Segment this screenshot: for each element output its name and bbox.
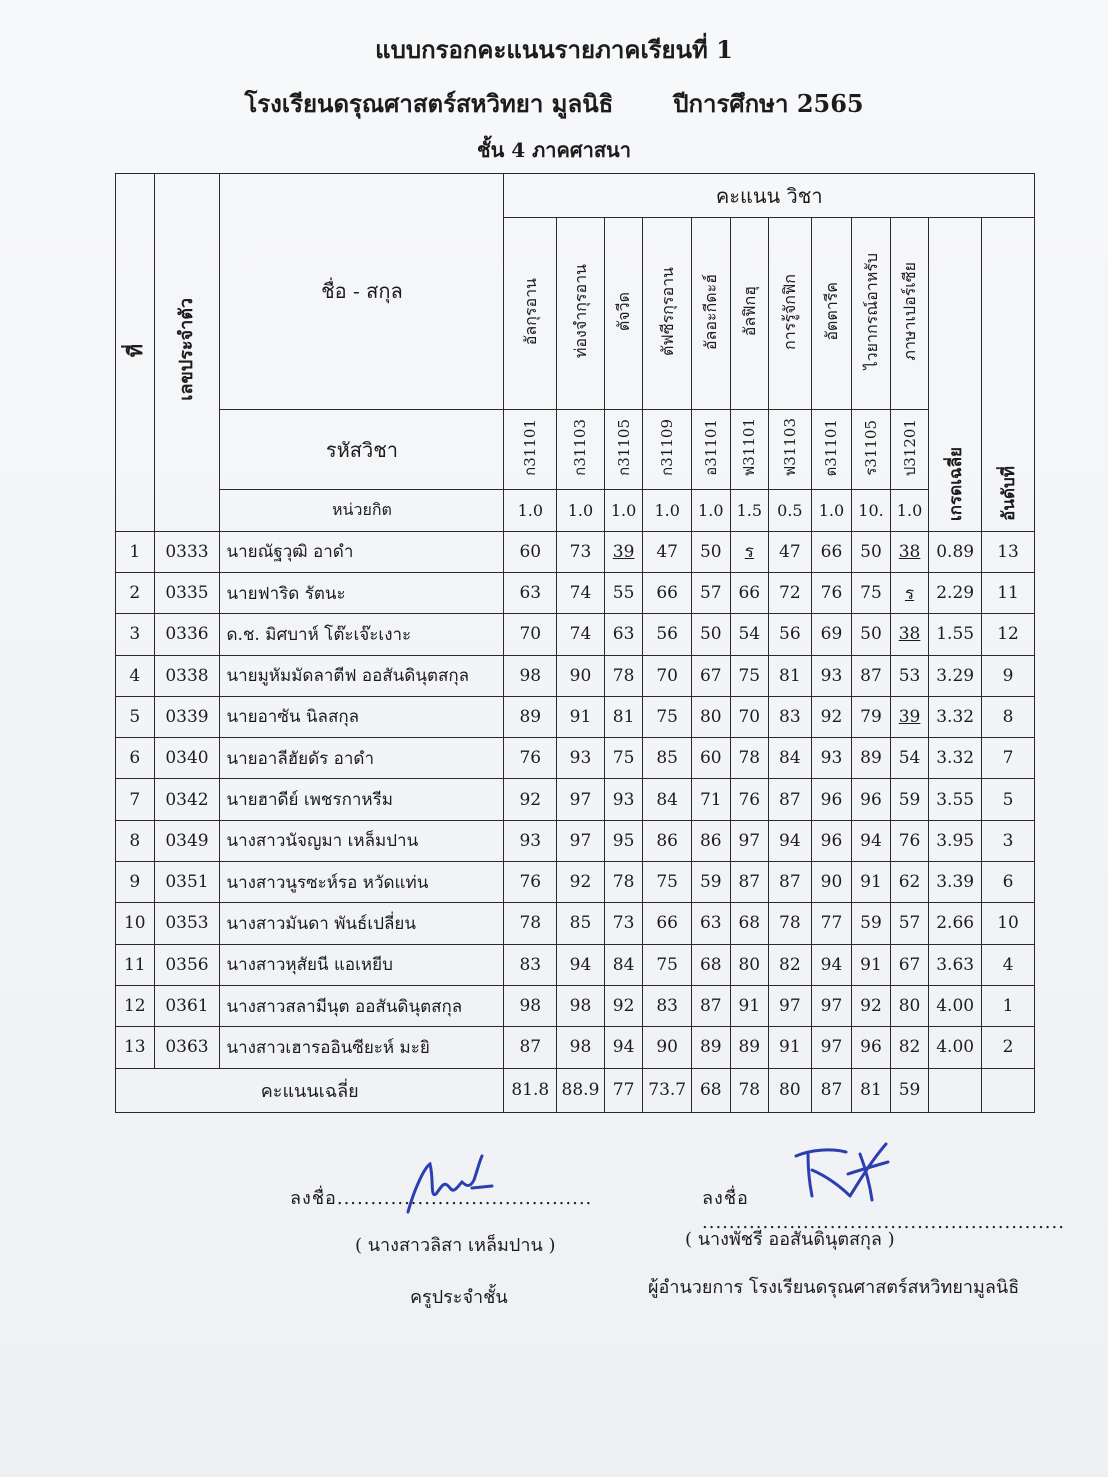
score-cell: 92 <box>557 862 605 903</box>
average-value: 80 <box>769 1068 812 1113</box>
right-signer-role: ผู้อำนวยการ โรงเรียนดรุณศาสตร์สหวิทยามูลนิธิ <box>648 1277 1020 1298</box>
student-name: นางสาวสลามีนุต ออสันดินุตสกุล <box>220 985 504 1026</box>
score-cell: 76 <box>504 862 557 903</box>
score-cell: 87 <box>769 779 812 820</box>
student-name: นายมูหัมมัดลาตีฟ ออสันดินุตสกุล <box>220 655 504 696</box>
score-cell: 87 <box>504 1027 557 1068</box>
score-cell: 84 <box>769 738 812 779</box>
table-row <box>116 614 1035 655</box>
average-value: 68 <box>692 1068 731 1113</box>
average-value: 78 <box>730 1068 769 1113</box>
score-cell: 96 <box>811 820 852 861</box>
gpa-header: เกรดเฉลี่ย <box>929 218 982 531</box>
score-cell: 66 <box>730 572 769 613</box>
gpa-value: 3.55 <box>929 779 982 820</box>
score-cell: 93 <box>811 738 852 779</box>
score-cell: 97 <box>769 985 812 1026</box>
academic-year: ปีการศึกษา 2565 <box>673 89 864 118</box>
subject-code: ก31101 <box>504 409 557 490</box>
score-cell: 73 <box>557 531 605 572</box>
credit-unit: 1.0 <box>643 490 692 531</box>
rank-value: 12 <box>982 614 1035 655</box>
score-cell: 60 <box>692 738 731 779</box>
score-cell: 75 <box>604 738 643 779</box>
score-cell: 91 <box>852 862 891 903</box>
credit-unit: 0.5 <box>769 490 812 531</box>
gpa-value: 2.29 <box>929 572 982 613</box>
table-row <box>116 531 1035 572</box>
student-id: 0356 <box>154 944 220 985</box>
score-cell: 56 <box>769 614 812 655</box>
average-row <box>116 1068 1035 1113</box>
gpa-value: 4.00 <box>929 985 982 1026</box>
score-cell: 96 <box>852 1027 891 1068</box>
score-cell: 59 <box>890 779 929 820</box>
subject-header: ภาษาเปอร์เซีย <box>890 218 929 409</box>
student-name: นายฮาดีย์ เพชรกาหรีม <box>220 779 504 820</box>
row-number: 13 <box>116 1027 155 1068</box>
subject-header: ไวยากรณ์อาหรับ <box>852 218 891 409</box>
average-value: 59 <box>890 1068 929 1113</box>
average-value: 73.7 <box>643 1068 692 1113</box>
left-sign-line: ลงชื่อ...................................... <box>290 1188 593 1209</box>
score-cell: 91 <box>730 985 769 1026</box>
score-cell: 47 <box>769 531 812 572</box>
score-cell: 79 <box>852 696 891 737</box>
row-number: 5 <box>116 696 155 737</box>
subject-code: ป31201 <box>890 409 929 490</box>
score-cell: ร <box>730 531 769 572</box>
table-row <box>116 944 1035 985</box>
right-signer-name: ( นางพัชรี ออสันดินุตสกุล ) <box>685 1229 895 1250</box>
subject-code: อ31101 <box>692 409 731 490</box>
gpa-value: 3.29 <box>929 655 982 696</box>
score-cell: 96 <box>811 779 852 820</box>
score-cell: 97 <box>557 820 605 861</box>
row-number: 3 <box>116 614 155 655</box>
right-signature-mark <box>790 1140 900 1210</box>
col-no-header: ที่ <box>116 174 155 532</box>
row-number: 7 <box>116 779 155 820</box>
student-id: 0342 <box>154 779 220 820</box>
score-cell: 89 <box>852 738 891 779</box>
left-signer-name: ( นางสาวลิสา เหล็มปาน ) <box>355 1235 556 1256</box>
empty-cell <box>929 1068 982 1113</box>
score-cell: 98 <box>557 985 605 1026</box>
rank-header: อันดับที่ <box>982 218 1035 531</box>
score-cell: 91 <box>557 696 605 737</box>
gpa-value: 3.63 <box>929 944 982 985</box>
student-id: 0340 <box>154 738 220 779</box>
score-cell: 90 <box>811 862 852 903</box>
score-cell: 60 <box>504 531 557 572</box>
score-cell: 97 <box>811 985 852 1026</box>
score-cell: 75 <box>643 944 692 985</box>
score-cell: 38 <box>890 614 929 655</box>
score-cell: 89 <box>692 1027 731 1068</box>
score-cell: 71 <box>692 779 731 820</box>
table-row <box>116 738 1035 779</box>
table-row <box>116 779 1035 820</box>
gpa-value: 3.95 <box>929 820 982 861</box>
student-name: นางสาวนูรซะห์รอ หวัดแท่น <box>220 862 504 903</box>
score-table <box>115 173 1035 1113</box>
score-cell: 55 <box>604 572 643 613</box>
score-cell: 76 <box>811 572 852 613</box>
table-row <box>116 572 1035 613</box>
score-cell: 83 <box>643 985 692 1026</box>
score-cell: 47 <box>643 531 692 572</box>
student-name: นางสาวนัจญมา เหล็มปาน <box>220 820 504 861</box>
rank-value: 11 <box>982 572 1035 613</box>
gpa-value: 1.55 <box>929 614 982 655</box>
score-cell: 38 <box>890 531 929 572</box>
code-label: รหัสวิชา <box>220 409 504 490</box>
score-cell: 54 <box>890 738 929 779</box>
student-id: 0339 <box>154 696 220 737</box>
row-number: 4 <box>116 655 155 696</box>
score-cell: 97 <box>730 820 769 861</box>
subject-code: ร31105 <box>852 409 891 490</box>
score-cell: 85 <box>557 903 605 944</box>
score-cell: 67 <box>890 944 929 985</box>
score-cell: 72 <box>769 572 812 613</box>
document-title: แบบกรอกคะแนนรายภาคเรียนที่ 1 <box>375 35 733 64</box>
subject-code: ต31101 <box>811 409 852 490</box>
rank-value: 3 <box>982 820 1035 861</box>
score-cell: 87 <box>692 985 731 1026</box>
row-number: 11 <box>116 944 155 985</box>
score-cell: 91 <box>769 1027 812 1068</box>
student-name: นายณัฐวุฒิ อาดำ <box>220 531 504 572</box>
score-cell: 77 <box>811 903 852 944</box>
credit-unit: 1.0 <box>604 490 643 531</box>
score-cell: 85 <box>643 738 692 779</box>
score-cell: 54 <box>730 614 769 655</box>
empty-cell <box>982 1068 1035 1113</box>
gpa-value: 2.66 <box>929 903 982 944</box>
credit-unit: 1.0 <box>811 490 852 531</box>
student-id: 0353 <box>154 903 220 944</box>
subject-group-header: คะแนน วิชา <box>504 174 1035 218</box>
subject-header: อัตตารีค <box>811 218 852 409</box>
score-cell: 63 <box>692 903 731 944</box>
col-id-header: เลขประจำตัว <box>154 174 220 532</box>
credit-unit: 1.5 <box>730 490 769 531</box>
average-value: 88.9 <box>557 1068 605 1113</box>
rank-value: 9 <box>982 655 1035 696</box>
credit-unit: 1.0 <box>890 490 929 531</box>
score-cell: 98 <box>504 655 557 696</box>
student-name: ด.ช. มิศบาห์ โต๊ะเจ๊ะเงาะ <box>220 614 504 655</box>
table-row <box>116 1027 1035 1068</box>
score-cell: 94 <box>557 944 605 985</box>
student-id: 0335 <box>154 572 220 613</box>
score-cell: 70 <box>643 655 692 696</box>
score-cell: 92 <box>604 985 643 1026</box>
score-cell: 87 <box>730 862 769 903</box>
score-cell: 94 <box>811 944 852 985</box>
score-cell: 82 <box>890 1027 929 1068</box>
subject-code: ฟ31103 <box>769 409 812 490</box>
score-cell: 76 <box>730 779 769 820</box>
score-cell: 94 <box>604 1027 643 1068</box>
score-cell: 95 <box>604 820 643 861</box>
score-cell: 89 <box>730 1027 769 1068</box>
student-id: 0349 <box>154 820 220 861</box>
score-cell: 39 <box>604 531 643 572</box>
score-cell: 70 <box>730 696 769 737</box>
score-cell: 73 <box>604 903 643 944</box>
gpa-value: 0.89 <box>929 531 982 572</box>
school-year-line <box>0 84 1108 123</box>
score-cell: 80 <box>730 944 769 985</box>
subject-header: การรู้จักฟิก <box>769 218 812 409</box>
subject-code: ก31109 <box>643 409 692 490</box>
score-cell: 39 <box>890 696 929 737</box>
table-row <box>116 696 1035 737</box>
score-cell: 98 <box>504 985 557 1026</box>
credit-unit: 1.0 <box>692 490 731 531</box>
table-row <box>116 903 1035 944</box>
gpa-value: 3.39 <box>929 862 982 903</box>
score-cell: 57 <box>692 572 731 613</box>
student-name: นางสาวหุสัยนี แอเหยีบ <box>220 944 504 985</box>
subject-header: อัลอะกีดะฮ์ <box>692 218 731 409</box>
score-cell: 66 <box>643 903 692 944</box>
score-cell: 87 <box>769 862 812 903</box>
score-cell: 83 <box>769 696 812 737</box>
score-cell: 98 <box>557 1027 605 1068</box>
rank-value: 10 <box>982 903 1035 944</box>
score-cell: 84 <box>604 944 643 985</box>
rank-value: 6 <box>982 862 1035 903</box>
score-cell: 63 <box>504 572 557 613</box>
score-cell: 50 <box>852 531 891 572</box>
subject-code: ฟ31101 <box>730 409 769 490</box>
score-cell: 50 <box>852 614 891 655</box>
score-cell: 74 <box>557 572 605 613</box>
score-cell: 70 <box>504 614 557 655</box>
score-cell: 80 <box>890 985 929 1026</box>
gpa-value: 4.00 <box>929 1027 982 1068</box>
gpa-value: 3.32 <box>929 738 982 779</box>
score-cell: 86 <box>643 820 692 861</box>
score-cell: 50 <box>692 614 731 655</box>
score-cell: 63 <box>604 614 643 655</box>
left-signature-mark <box>400 1150 495 1220</box>
student-id: 0363 <box>154 1027 220 1068</box>
student-id: 0351 <box>154 862 220 903</box>
score-cell: 87 <box>852 655 891 696</box>
score-cell: 76 <box>890 820 929 861</box>
score-cell: 90 <box>557 655 605 696</box>
row-number: 2 <box>116 572 155 613</box>
score-cell: 75 <box>730 655 769 696</box>
score-cell: 81 <box>769 655 812 696</box>
score-cell: 66 <box>811 531 852 572</box>
score-cell: 92 <box>852 985 891 1026</box>
average-label: คะแนนเฉลี่ย <box>116 1068 504 1113</box>
average-value: 77 <box>604 1068 643 1113</box>
rank-value: 4 <box>982 944 1035 985</box>
score-cell: 94 <box>769 820 812 861</box>
rank-value: 7 <box>982 738 1035 779</box>
score-cell: 56 <box>643 614 692 655</box>
score-cell: 78 <box>504 903 557 944</box>
row-number: 10 <box>116 903 155 944</box>
rank-value: 13 <box>982 531 1035 572</box>
student-name: นางสาวมันดา พันธ์เปลี่ยน <box>220 903 504 944</box>
score-cell: 83 <box>504 944 557 985</box>
student-name: นางสาวเฮารออินซียะห์ มะยิ <box>220 1027 504 1068</box>
subject-header: ตัฟซีรกุรอาน <box>643 218 692 409</box>
left-signer-role: ครูประจำชั้น <box>410 1287 508 1308</box>
row-number: 9 <box>116 862 155 903</box>
score-cell: 97 <box>811 1027 852 1068</box>
score-cell: 78 <box>769 903 812 944</box>
student-id: 0361 <box>154 985 220 1026</box>
rank-value: 8 <box>982 696 1035 737</box>
score-cell: 97 <box>557 779 605 820</box>
row-number: 12 <box>116 985 155 1026</box>
subject-header: อัลกุรอาน <box>504 218 557 409</box>
right-sign-line: ลงชื่อ ...................................................... <box>702 1188 1065 1233</box>
student-name: นายอาซัน นิลสกุล <box>220 696 504 737</box>
subject-code: ก31103 <box>557 409 605 490</box>
score-cell: 93 <box>811 655 852 696</box>
score-cell: 93 <box>557 738 605 779</box>
subject-header: อัลฟิกฮุ <box>730 218 769 409</box>
score-cell: 78 <box>604 862 643 903</box>
score-cell: 75 <box>643 696 692 737</box>
score-cell: 53 <box>890 655 929 696</box>
student-id: 0333 <box>154 531 220 572</box>
score-cell: 94 <box>852 820 891 861</box>
score-cell: 76 <box>504 738 557 779</box>
table-row <box>116 862 1035 903</box>
score-cell: 68 <box>730 903 769 944</box>
score-cell: 57 <box>890 903 929 944</box>
score-cell: 59 <box>852 903 891 944</box>
table-row <box>116 985 1035 1026</box>
score-cell: 74 <box>557 614 605 655</box>
score-cell: 91 <box>852 944 891 985</box>
subject-code: ก31105 <box>604 409 643 490</box>
score-cell: 59 <box>692 862 731 903</box>
score-cell: 93 <box>504 820 557 861</box>
score-cell: 62 <box>890 862 929 903</box>
student-id: 0338 <box>154 655 220 696</box>
subject-header: ตัจวีด <box>604 218 643 409</box>
class-label: ชั้น 4 ภาคศาสนา <box>477 138 631 162</box>
row-number: 8 <box>116 820 155 861</box>
score-cell: ร <box>890 572 929 613</box>
unit-label: หน่วยกิต <box>220 490 504 531</box>
score-cell: 86 <box>692 820 731 861</box>
score-cell: 92 <box>811 696 852 737</box>
score-cell: 90 <box>643 1027 692 1068</box>
gpa-value: 3.32 <box>929 696 982 737</box>
student-name: นายอาลีฮัยดัร อาดำ <box>220 738 504 779</box>
row-number: 1 <box>116 531 155 572</box>
table-row <box>116 820 1035 861</box>
rank-value: 1 <box>982 985 1035 1026</box>
score-cell: 82 <box>769 944 812 985</box>
score-cell: 78 <box>730 738 769 779</box>
score-cell: 67 <box>692 655 731 696</box>
row-number: 6 <box>116 738 155 779</box>
credit-unit: 10. <box>852 490 891 531</box>
score-cell: 84 <box>643 779 692 820</box>
subject-header: ท่องจำกุรอาน <box>557 218 605 409</box>
average-value: 87 <box>811 1068 852 1113</box>
student-name: นายฟาริด รัตนะ <box>220 572 504 613</box>
score-cell: 81 <box>604 696 643 737</box>
score-cell: 75 <box>852 572 891 613</box>
score-cell: 69 <box>811 614 852 655</box>
score-cell: 78 <box>604 655 643 696</box>
score-cell: 96 <box>852 779 891 820</box>
col-name-header: ชื่อ - สกุล <box>220 174 504 410</box>
score-cell: 92 <box>504 779 557 820</box>
table-row <box>116 655 1035 696</box>
score-cell: 75 <box>643 862 692 903</box>
score-cell: 93 <box>604 779 643 820</box>
credit-unit: 1.0 <box>504 490 557 531</box>
score-cell: 68 <box>692 944 731 985</box>
student-id: 0336 <box>154 614 220 655</box>
rank-value: 2 <box>982 1027 1035 1068</box>
score-cell: 89 <box>504 696 557 737</box>
average-value: 81.8 <box>504 1068 557 1113</box>
score-cell: 66 <box>643 572 692 613</box>
average-value: 81 <box>852 1068 891 1113</box>
score-cell: 50 <box>692 531 731 572</box>
score-cell: 80 <box>692 696 731 737</box>
school-name: โรงเรียนดรุณศาสตร์สหวิทยา มูลนิธิ <box>244 89 614 118</box>
credit-unit: 1.0 <box>557 490 605 531</box>
rank-value: 5 <box>982 779 1035 820</box>
